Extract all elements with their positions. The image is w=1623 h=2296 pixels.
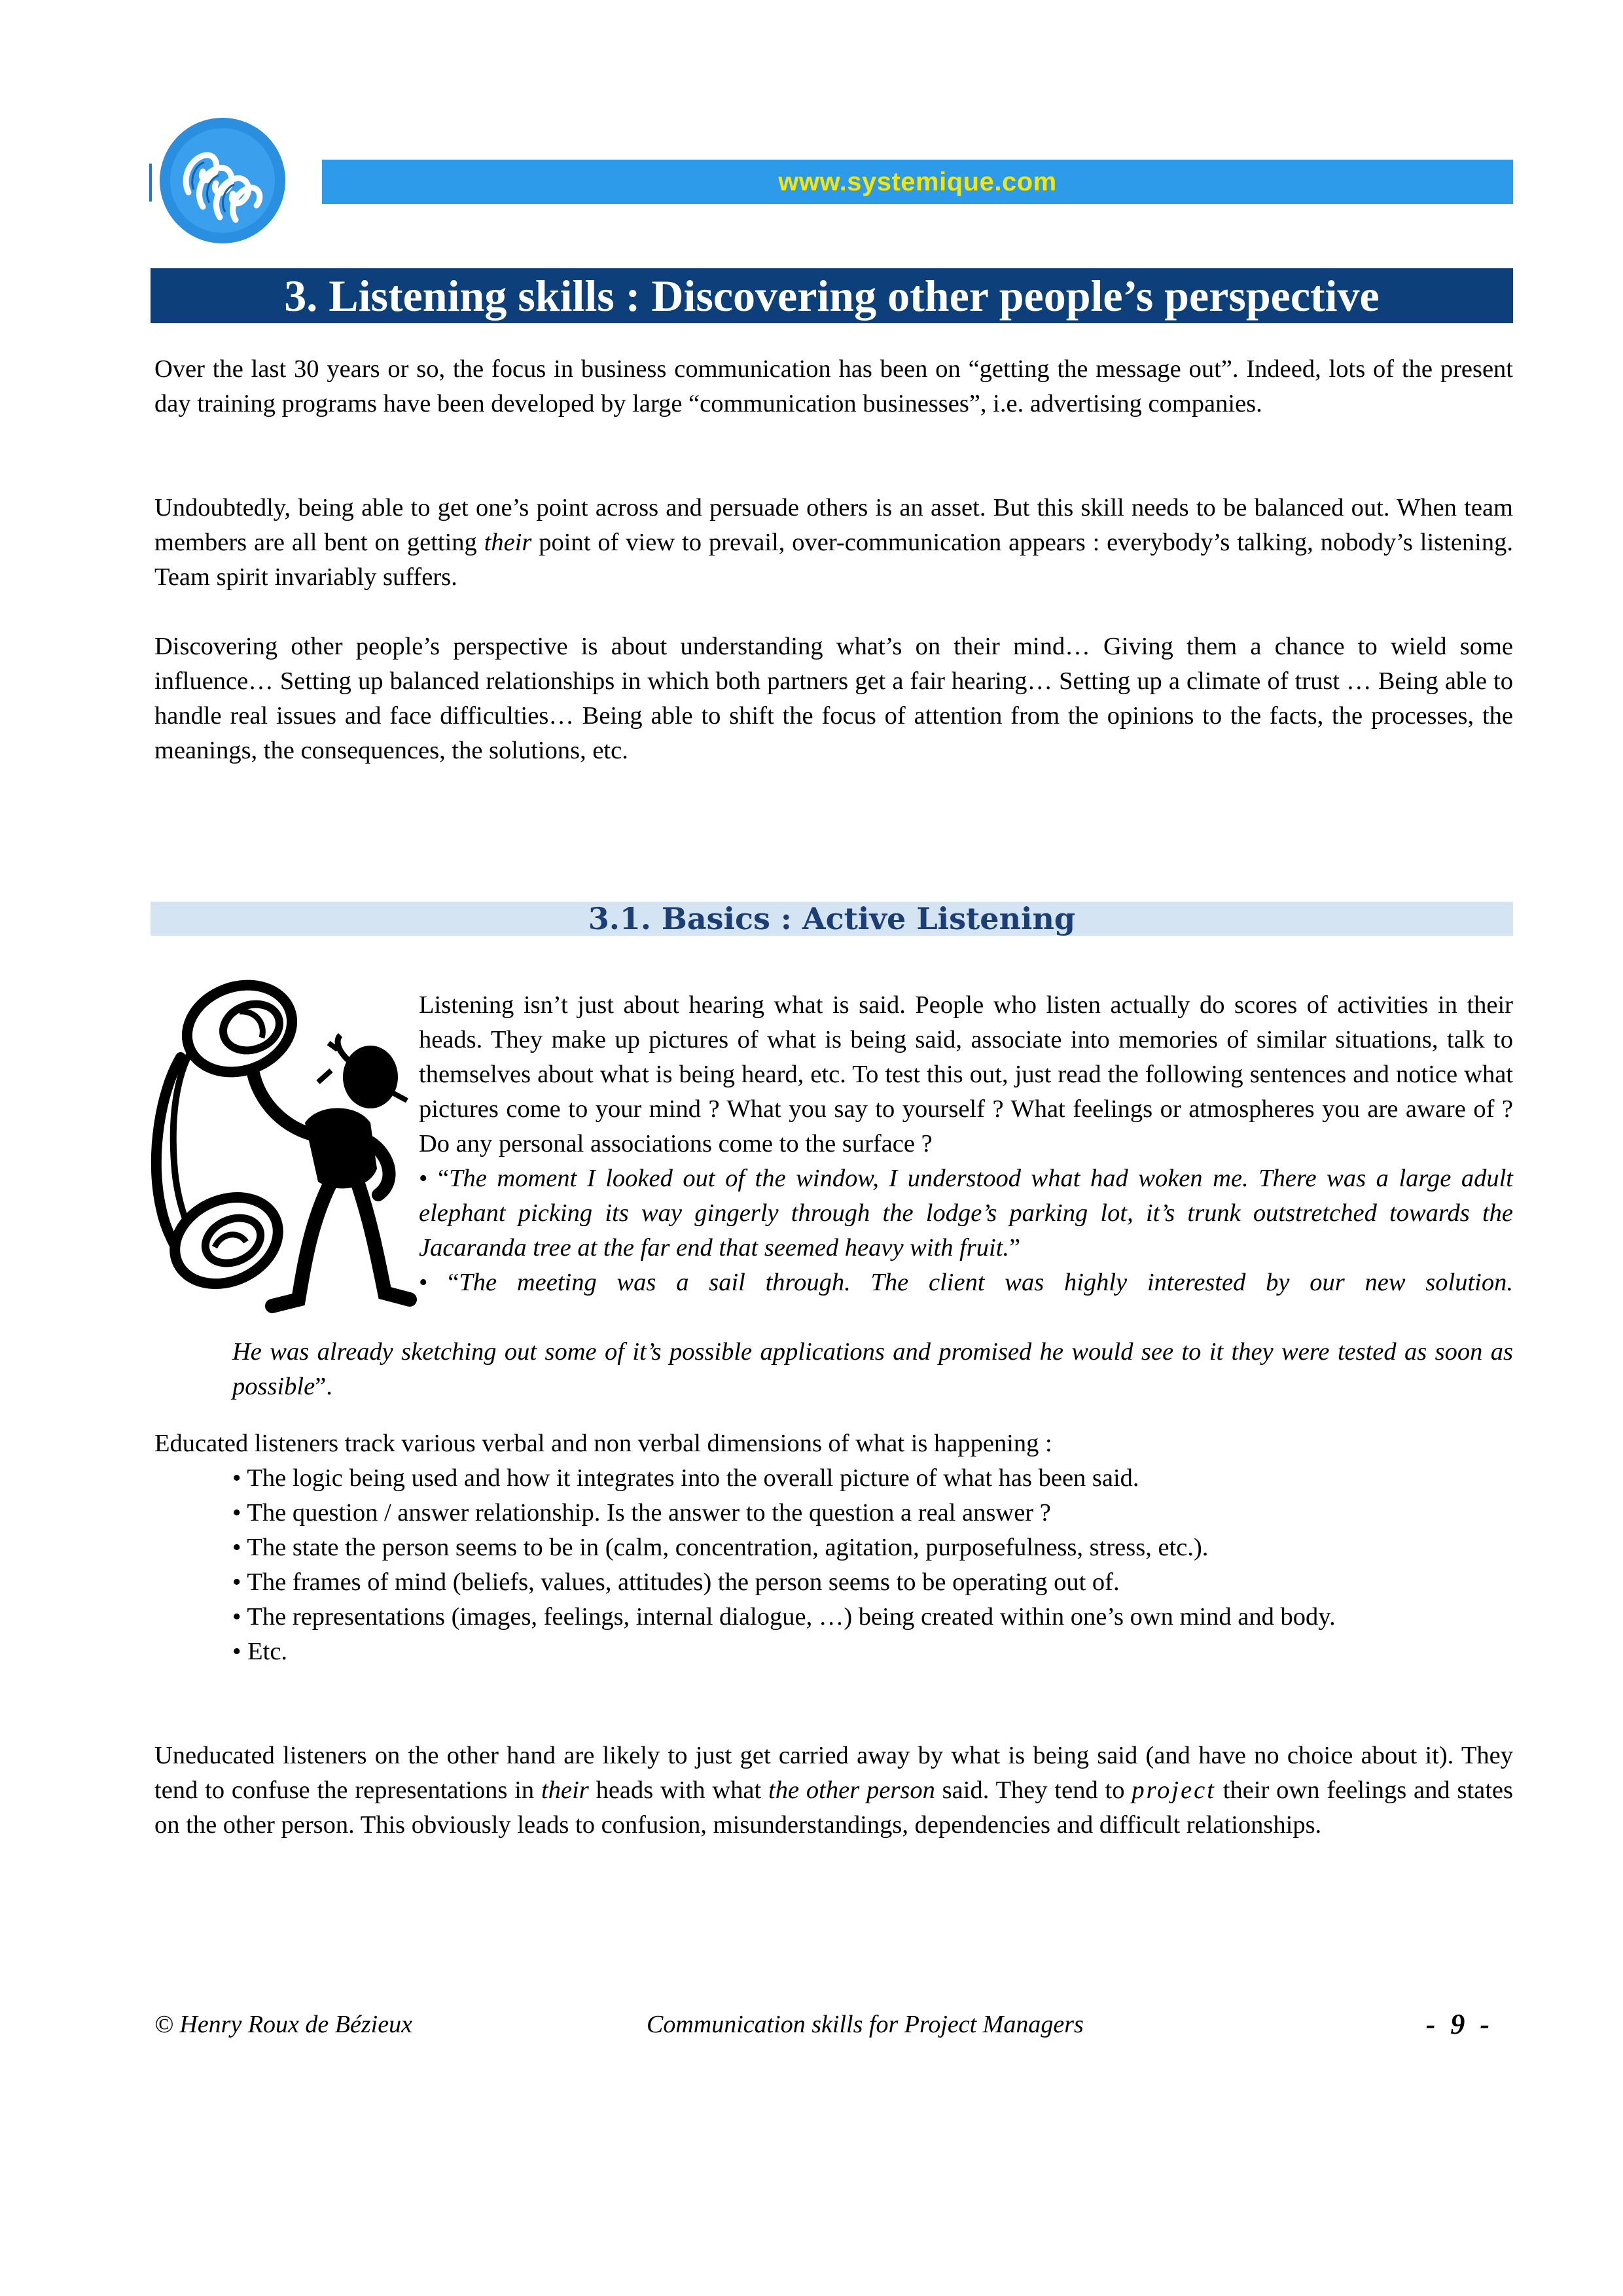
uneducated-paragraph xyxy=(154,1739,1513,1843)
quote-2-first-line xyxy=(419,1265,1513,1300)
quote-2-close: ”. xyxy=(315,1373,332,1400)
quote-1-open: • “ xyxy=(419,1165,450,1192)
intro-paragraph-2 xyxy=(154,491,1513,595)
uneducated-em-2: the other person xyxy=(768,1776,935,1804)
list-item: • The logic being used and how it integrates into the overall picture of what has been said. xyxy=(232,1464,1139,1492)
header-rule xyxy=(149,164,152,202)
educated-list xyxy=(232,1461,1513,1669)
list-item: • The representations (images, feelings, internal dialogue, …) being created within one’s own mind and body. xyxy=(232,1603,1336,1631)
uneducated-text-c: said. They tend to xyxy=(935,1776,1132,1804)
intro-paragraph-1 xyxy=(154,352,1513,421)
quote-2-line-1: The meeting was a sail through. The client was highly interested by our new solution. xyxy=(459,1269,1513,1296)
quote-1-close: ” xyxy=(1009,1234,1021,1262)
quote-2-open: • “ xyxy=(419,1269,459,1296)
list-item: • Etc. xyxy=(232,1638,288,1665)
footer-document-title: Communication skills for Project Managers xyxy=(647,2011,1084,2038)
section-title-banner xyxy=(151,902,1513,936)
uneducated-text-d: their own feelings and states on the other person. This obviously leads to confusion, misunderstandings, dependencies and difficult relationships. xyxy=(154,1776,1513,1839)
site-url[interactable]: www.systemique.com xyxy=(778,168,1057,196)
quote-1 xyxy=(419,1161,1513,1265)
uneducated-em-1: their xyxy=(541,1776,589,1804)
quote-2-rest: He was already sketching out some of it’s possible applications and promised he would see to it they were tested as soon as possible xyxy=(232,1338,1513,1400)
uneducated-text xyxy=(154,1739,1513,1843)
intro-paragraph-3 xyxy=(154,629,1513,768)
quote-2-rest-block xyxy=(232,1335,1513,1404)
page-footer xyxy=(154,2010,1513,2049)
list-item: • The frames of mind (beliefs, values, attitudes) the person seems to be operating out of. xyxy=(232,1568,1120,1596)
intro-text-2-em: their xyxy=(484,529,532,556)
intro-text-3: Discovering other people’s perspective is about understanding what’s on their mind… Giving them a chance to wield some influence… Setting up balanced relationships in which both partners get a fair hearing… Setting up a climate of trust … Being able to handle real issues and face difficulties… Being able to shift the focus of attention from the opinions to the facts, the processes, the meanings, the consequences, the solutions, etc. xyxy=(154,633,1513,764)
intro-text-2-b: point of view to prevail, over-communication appears : everybody’s talking, nobody’s listening. Team spirit invariably suffers. xyxy=(154,529,1513,591)
list-item: • The state the person seems to be in (calm, concentration, agitation, purposefulness, stress, etc.). xyxy=(232,1534,1209,1561)
chapter-title-banner xyxy=(151,268,1513,323)
systemique-logo-icon xyxy=(157,115,288,246)
educated-intro-paragraph xyxy=(154,1426,1513,1461)
footer-page-number: - 9 - xyxy=(1425,2008,1493,2040)
uneducated-text-b: heads with what xyxy=(588,1776,769,1804)
uneducated-text-a: Uneducated listeners on the other hand are likely to just get carried away by what is being said (and have no choice about it). They tend to confuse the representations in xyxy=(154,1742,1513,1804)
uneducated-em-3: project xyxy=(1132,1776,1216,1804)
chapter-title: 3. Listening skills : Discovering other people’s perspective xyxy=(284,271,1380,321)
active-listening-text: Listening isn’t just about hearing what is said. People who listen actually do scores of activities in their heads. They make up pictures of what is being said, associate into memories of similar situations, talk to themselves about what is being heard, etc. To test this out, just read the following sentences and notice what pictures come to your mind ? What you say to yourself ? What feelings or atmospheres you are aware of ? Do any personal associations come to the surface ? xyxy=(419,991,1513,1157)
intro-text-2 xyxy=(154,491,1513,595)
intro-text-1: Over the last 30 years or so, the focus in business communication has been on “getting the message out”. Indeed, lots of the present day training programs have been developed by large “communication businesses”, i.e. advertising companies. xyxy=(154,355,1513,417)
educated-intro: Educated listeners track various verbal and non verbal dimensions of what is happening : xyxy=(154,1430,1052,1457)
list-item: • The question / answer relationship. Is the answer to the question a real answer ? xyxy=(232,1499,1051,1527)
intro-text-2-a: Undoubtedly, being able to get one’s point across and persuade others is an asset. But this skill needs to be balanced out. When team members are all bent on getting xyxy=(154,494,1513,556)
active-listening-paragraph xyxy=(419,988,1513,1300)
section-title: 3.1. Basics : Active Listening xyxy=(588,901,1076,936)
site-url-banner xyxy=(322,160,1513,204)
footer-author: © Henry Roux de Bézieux xyxy=(154,2011,412,2038)
telephone-listener-figure-icon xyxy=(141,972,419,1332)
quote-2-continuation xyxy=(232,1335,1513,1404)
quote-1-text: The moment I looked out of the window, I understood what had woken me. There was a large adult elephant picking its way gingerly through the lodge’s parking lot, it’s trunk outstretched towards the Jacaranda tree at the far end that seemed heavy with fruit. xyxy=(419,1165,1513,1262)
